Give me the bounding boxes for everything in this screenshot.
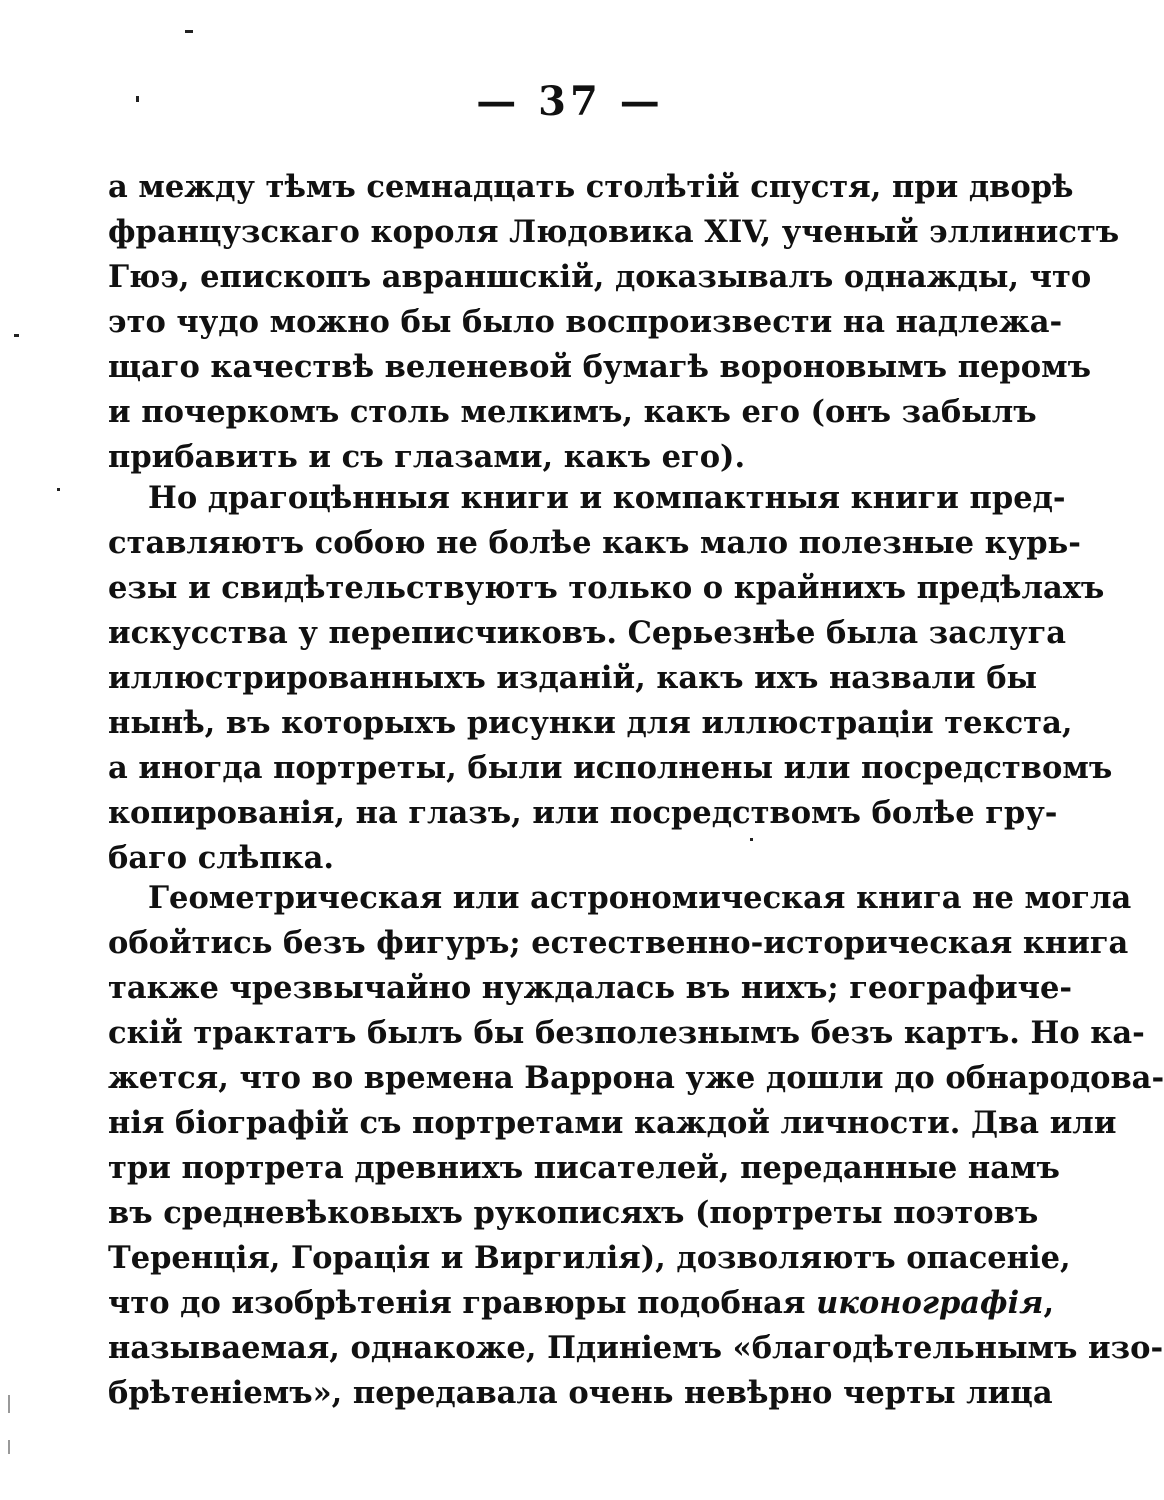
- scan-speck: [14, 334, 19, 337]
- scan-speck: [8, 1440, 10, 1454]
- text-line: и почеркомъ столь мелкимъ, какъ его (онъ забылъ: [108, 394, 1037, 430]
- page-number: — 37 —: [476, 78, 664, 125]
- text-line: Геометрическая или астрономическая книга не могла: [148, 880, 1132, 916]
- text-line: въ средневѣковыхъ рукописяхъ (портреты поэтовъ: [108, 1195, 1039, 1231]
- text-segment: что до изобрѣтенія гравюры подобная: [108, 1285, 806, 1321]
- scan-speck: [8, 1395, 10, 1413]
- text-line: езы и свидѣтельствуютъ только о крайнихъ предѣлахъ: [108, 570, 1105, 606]
- text-line: жется, что во времена Варрона уже дошли до обнародова-: [108, 1060, 1164, 1096]
- text-line: французскаго короля Людовика XIV, ученый эллинистъ: [108, 214, 1120, 250]
- text-line: скій трактатъ былъ бы безполезнымъ безъ картъ. Но ка-: [108, 1015, 1145, 1051]
- text-line: это чудо можно бы было воспроизвести на надлежа-: [108, 304, 1063, 340]
- text-line: прибавить и съ глазами, какъ его).: [108, 439, 746, 475]
- scan-speck: [750, 838, 753, 841]
- text-line: а между тѣмъ семнадцать столѣтій спустя, при дворѣ: [108, 169, 1074, 205]
- text-line: а иногда портреты, были исполнены или посредствомъ: [108, 750, 1113, 786]
- text-line: копированія, на глазъ, или посредствомъ болѣе гру-: [108, 795, 1058, 831]
- text-line: баго слѣпка.: [108, 840, 335, 876]
- text-line: щаго качествѣ веленевой бумагѣ вороновымъ перомъ: [108, 349, 1091, 385]
- italic-term: иконографія: [816, 1285, 1044, 1321]
- paragraph-2: [108, 476, 1113, 881]
- paragraph-1: [108, 165, 1120, 480]
- text-line: Теренція, Горація и Виргилія), дозволяютъ опасеніе,: [108, 1240, 1071, 1276]
- scan-speck: [136, 96, 139, 102]
- text-line: брѣтеніемъ», передавала очень невѣрно черты лица: [108, 1375, 1053, 1411]
- text-line: называемая, однакоже, Пдиніемъ «благодѣтельнымъ изо-: [108, 1330, 1164, 1366]
- scan-speck: [57, 488, 60, 491]
- text-line: ставляютъ собою не болѣе какъ мало полезные курь-: [108, 525, 1081, 561]
- text-line: также чрезвычайно нуждалась въ нихъ; географиче-: [108, 970, 1073, 1006]
- text-line: искусства у переписчиковъ. Серьезнѣе была заслуга: [108, 615, 1067, 651]
- text-line-with-italic: что до изобрѣтенія гравюры подобная иконографія,: [108, 1285, 1055, 1321]
- text-line: нынѣ, въ которыхъ рисунки для иллюстраціи текста,: [108, 705, 1073, 741]
- text-line: Гюэ, епископъ авраншскій, доказывалъ однажды, что: [108, 259, 1092, 295]
- text-line: иллюстрированныхъ изданій, какъ ихъ назвали бы: [108, 660, 1038, 696]
- text-line: три портрета древнихъ писателей, переданные намъ: [108, 1150, 1060, 1186]
- text-line: Но драгоцѣнныя книги и компактныя книги пред-: [148, 480, 1066, 516]
- text-line: нія біографій съ портретами каждой личности. Два или: [108, 1105, 1117, 1141]
- paragraph-3: [108, 876, 1164, 1416]
- scan-speck: [185, 30, 193, 33]
- text-line: обойтись безъ фигуръ; естественно-историческая книга: [108, 925, 1129, 961]
